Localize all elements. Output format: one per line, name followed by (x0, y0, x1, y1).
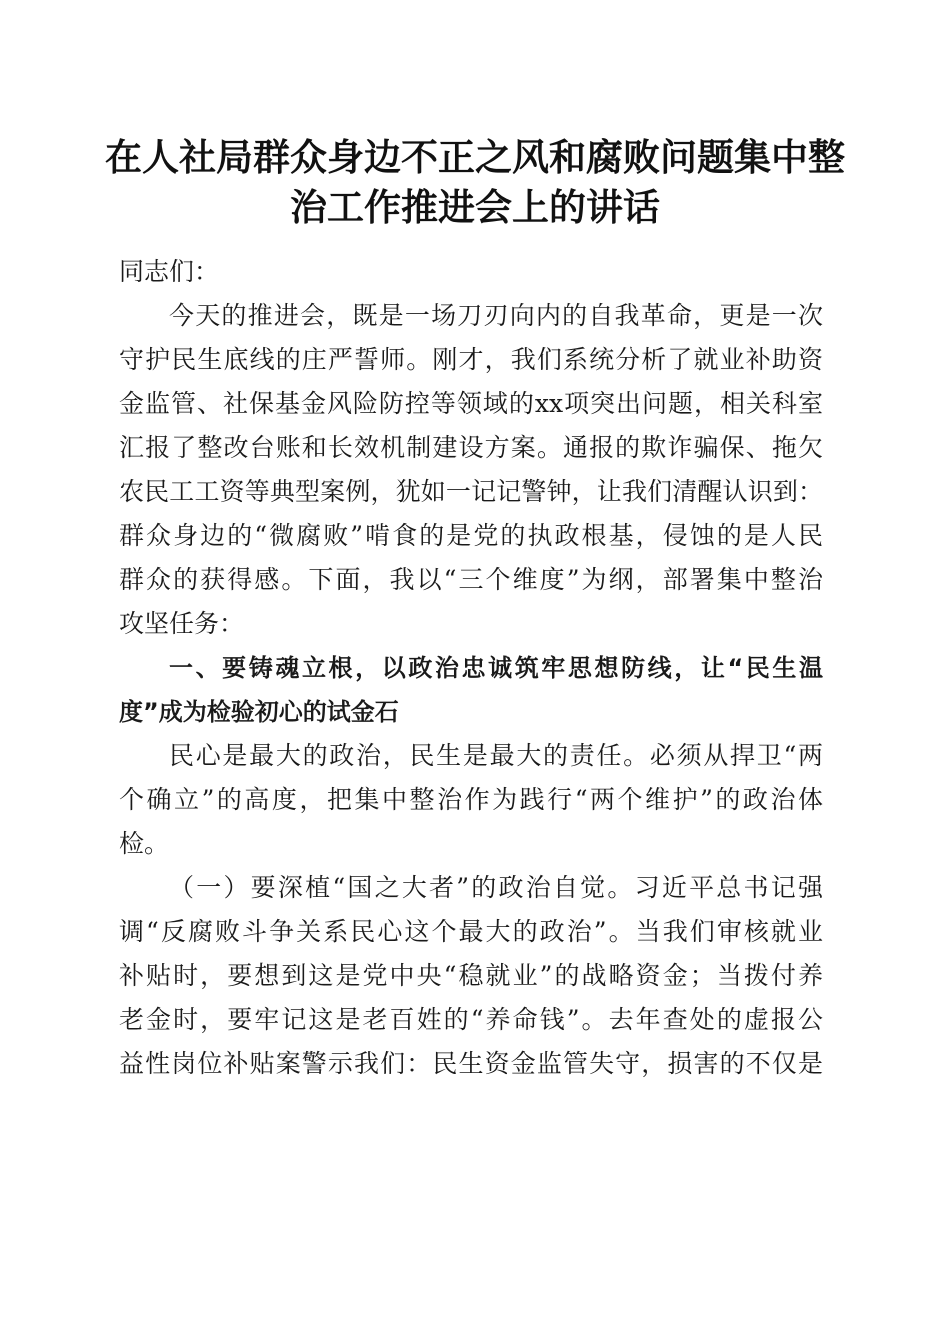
paragraph-line: 金监管、社保基金风险防控等领域的xx项突出问题，相关科室 (119, 389, 823, 418)
paragraph-line: 民心是最大的政治，民生是最大的责任。必须从捍卫“两 (169, 741, 823, 770)
section-paragraph-1 (119, 734, 823, 866)
paragraph-line: 益性岗位补贴案警示我们：民生资金监管失守，损害的不仅是 (119, 1049, 823, 1078)
document-title (100, 132, 850, 232)
paragraph-line: 群众的获得感。下面，我以“三个维度”为纲，部署集中整治 (119, 565, 823, 594)
title-line: 治工作推进会上的讲话 (290, 185, 660, 229)
paragraph-line: 汇报了整改台账和长效机制建设方案。通报的欺诈骗保、拖欠 (119, 433, 823, 462)
paragraph-line: 攻坚任务： (119, 609, 245, 638)
salutation: 同志们： (119, 257, 220, 286)
heading-line: 一、要铸魂立根，以政治忠诚筑牢思想防线，让“民生温 (169, 654, 823, 682)
paragraph-line: 个确立”的高度，把集中整治作为践行“两个维护”的政治体 (119, 785, 823, 814)
section-heading-1 (119, 646, 823, 734)
paragraph-line: 调“反腐败斗争关系民心这个最大的政治”。当我们审核就业 (119, 917, 823, 946)
paragraph-line: 老金时，要牢记这是老百姓的“养命钱”。去年查处的虚报公 (119, 1005, 823, 1034)
subsection-paragraph-1 (119, 866, 823, 1086)
paragraph-line: 检。 (119, 829, 170, 858)
intro-paragraph (119, 294, 823, 646)
paragraph-line: 今天的推进会，既是一场刀刃向内的自我革命，更是一次 (169, 301, 823, 330)
document-body (119, 250, 823, 1086)
paragraph-line: 农民工工资等典型案例，犹如一记记警钟，让我们清醒认识到： (119, 477, 823, 506)
paragraph-line: 群众身边的“微腐败”啃食的是党的执政根基，侵蚀的是人民 (119, 521, 823, 550)
paragraph-line: 守护民生底线的庄严誓师。刚才，我们系统分析了就业补助资 (119, 345, 823, 374)
title-line: 在人社局群众身边不正之风和腐败问题集中整 (105, 135, 845, 179)
paragraph-line: （一）要深植“国之大者”的政治自觉。习近平总书记强 (169, 873, 823, 902)
heading-line: 度”成为检验初心的试金石 (119, 698, 399, 726)
paragraph-line: 补贴时，要想到这是党中央“稳就业”的战略资金；当拨付养 (119, 961, 823, 990)
